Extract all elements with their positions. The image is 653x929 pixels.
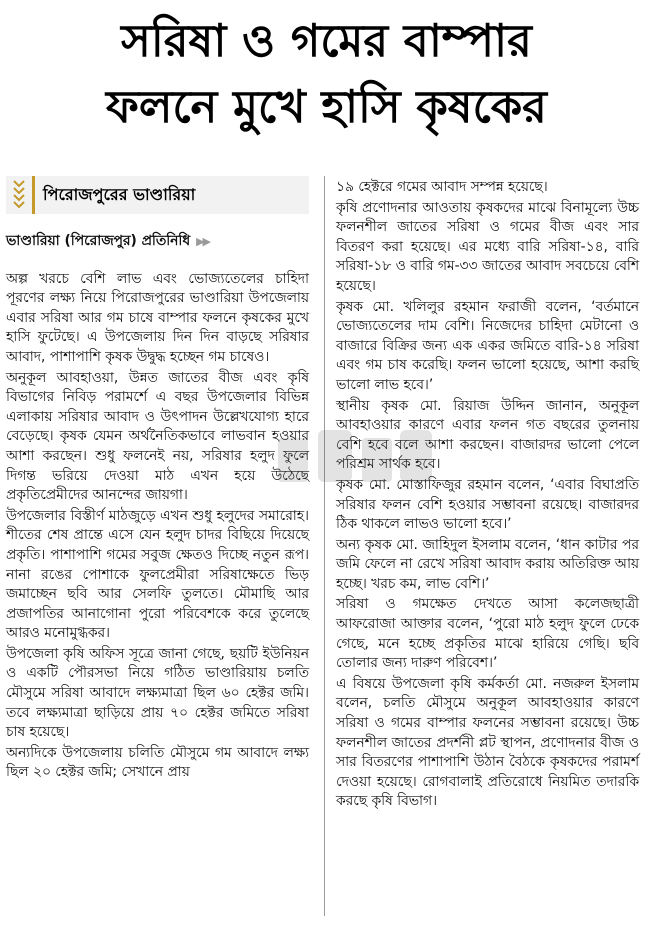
left-column [6, 176, 309, 784]
right-column [336, 178, 639, 813]
paragraph: ১৯ হেক্টরে গমের আবাদ সম্পন্ন হয়েছে। [336, 179, 548, 195]
location-box [6, 176, 309, 214]
column-divider [324, 176, 325, 916]
paragraph: অন্যদিকে উপজেলায় চলিতি মৌসুমে গম আবাদে লক্ষ্য ছিল ২০ হেক্টর জমি; সেখানে প্রায় [6, 744, 309, 781]
location-label: পিরোজপুরের ভাণ্ডারিয়া [43, 185, 196, 205]
paragraph: স্থানীয় কৃষক মো. রিয়াজ উদ্দিন জানান, অনুকূল আবহাওয়ার কারণে এবার ফলন গত বছরের তুলনায় বেশি হবে বলে আশা করছেন। বাজারদর ভালো পেলে পরিশ্রম সার্থক হবে। [336, 397, 639, 473]
headline-line-1: সরিষা ও গমের বাম্পার [121, 14, 532, 67]
double-arrow-icon: ▶▶ [196, 235, 209, 248]
ornament-icon [6, 176, 32, 214]
paragraph: কৃষক মো. মোস্তাফিজুর রহমান বলেন, ‘এবার বিঘাপ্রতি সরিষার ফলন বেশি হওয়ার সম্ভাবনা রয়েছে। বাজারদর ঠিক থাকলে লাভও ভালো হবে।’ [336, 476, 639, 533]
location-accent-bar [32, 176, 35, 214]
byline [6, 232, 309, 252]
paragraph: কৃষি প্রণোদনার আওতায় কৃষকদের মাঝে বিনামূল্যে উচ্চ ফলনশীল জাতের সরিষা ও গমের বীজ এবং সার বিতরণ করা হয়েছে। এর মধ্যে বারি সরিষা-১৪, বারি সরিষা-১৮ ও বারি গম-৩৩ জাতের আবাদ সবচেয়ে বেশি হয়েছে। [336, 199, 639, 294]
paragraph: কৃষক মো. খলিলুর রহমান ফরাজী বলেন, ‘বর্তমানে ভোজ্যতেলের দাম বেশি। নিজেদের চাহিদা মেটানো ও বাজারে বিক্রির জন্য এক একর জমিতে বারি-১৪ সরিষা এবং গম চাষ করেছি। ফলন ভালো হয়েছে, আশা করছি ভালো লাভ হবে।’ [336, 298, 639, 393]
paragraph: উপজেলার বিস্তীর্ণ মাঠজুড়ে এখন শুধু হলুদের সমারোহ। শীতের শেষ প্রান্তে এসে যেন হলুদ চাদর বিছিয়ে দিয়েছে প্রকৃতি। পাশাপাশি গমের সবুজ ক্ষেতও দিচ্ছে নতুন রূপ। নানা রঙের পোশাকে ফুলপ্রেমীরা সরিষাক্ষেতে ভিড় জমাচ্ছেন ছবি আর সেলফি তুলতে। মৌমাছি আর প্রজাপতির আনাগোনা পুরো পরিবেশকে করে তুলেছে আরও মনোমুগ্ধকর। [6, 507, 309, 642]
headline [0, 8, 653, 140]
paragraph: অল্প খরচে বেশি লাভ এবং ভোজ্যতেলের চাহিদা পূরণের লক্ষ্য নিয়ে পিরোজপুরের ভাণ্ডারিয়া উপজেলায় এবার সরিষা আর গম চাষে বাম্পার ফলনে কৃষকের মুখে হাসি ফুটেছে। এ উপজেলায় দিন দিন বাড়ছে সরিষার আবাদ, পাশাপাশি কৃষক উদ্বুদ্ধ হচ্ছেন গম চাষেও। [6, 270, 309, 365]
paragraph: সরিষা ও গমক্ষেত দেখতে আসা কলেজছাত্রী আফরোজা আক্তার বলেন, ‘পুরো মাঠ হলুদ ফুলে ঢেকে গেছে, মনে হচ্ছে প্রকৃতির মাঝে হারিয়ে গেছি। ছবি তোলার জন্য দারুণ পরিবেশ।’ [336, 596, 639, 672]
paragraph: অন্য কৃষক মো. জাহিদুল ইসলাম বলেন, ‘ধান কাটার পর জমি ফেলে না রেখে সরিষা আবাদ করায় অতিরিক্ত আয় হচ্ছে। খরচ কম, লাভ বেশি।’ [336, 536, 639, 592]
paragraph: অনুকূল আবহাওয়া, উন্নত জাতের বীজ এবং কৃষি বিভাগের নিবিড় পরামর্শে এ বছর উপজেলার বিভিন্ন এলাকায় সরিষার আবাদ ও উৎপাদন উল্লেখযোগ্য হারে বেড়েছে। কৃষক যেমন অর্থনৈতিকভাবে লাভবান হওয়ার আশা করছেন। শুধু ফলনেই নয়, সরিষার হলুদ ফুলে দিগন্ত ভরিয়ে দেওয়া মাঠ এখন হয়ে উঠেছে প্রকৃতিপ্রেমীদের আনন্দের জায়গা। [6, 369, 309, 504]
headline-line-2: ফলনে মুখে হাসি কৃষকের [106, 80, 547, 133]
byline-text: ভাণ্ডারিয়া (পিরোজপুর) প্রতিনিধি [6, 233, 191, 249]
paragraph: উপজেলা কৃষি অফিস সূত্রে জানা গেছে, ছয়টি ইউনিয়ন ও একটি পৌরসভা নিয়ে গঠিত ভাণ্ডারিয়ায় চলতি মৌসুমে সরিষা আবাদে লক্ষ্যমাত্রা ছিল ৬০ হেক্টর জমি। তবে লক্ষ্যমাত্রা ছাড়িয়ে প্রায় ৭০ হেক্টর জমিতে সরিষা চাষ হয়েছে। [6, 645, 309, 741]
paragraph: এ বিষয়ে উপজেলা কৃষি কর্মকর্তা মো. নজরুল ইসলাম বলেন, চলতি মৌসুমে অনুকূল আবহাওয়ার কারণে সরিষা ও গমের বাম্পার ফলনের সম্ভাবনা রয়েছে। উচ্চ ফলনশীল জাতের প্রদর্শনী প্লট স্থাপন, প্রণোদনার বীজ ও সার বিতরণের পাশাপাশি উঠান বৈঠকে কৃষকদের পরামর্শ দেওয়া হয়েছে। রোগবালাই প্রতিরোধে নিয়মিত তদারকি করছে কৃষি বিভাগ। [336, 675, 639, 810]
